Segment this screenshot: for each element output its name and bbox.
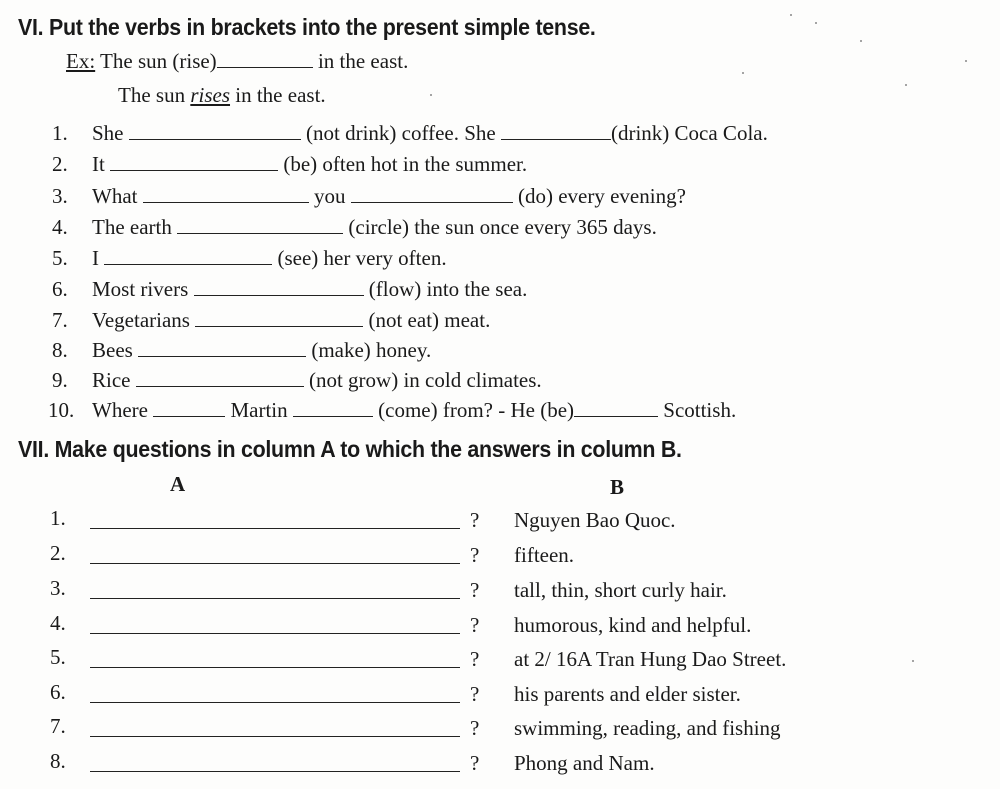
exercise-item [92, 121, 768, 146]
question-blank[interactable] [90, 598, 460, 599]
item-number: 7. [52, 308, 68, 332]
example-answer-line [118, 83, 326, 108]
item-number: 4. [52, 215, 68, 239]
question-blank[interactable] [90, 702, 460, 703]
scan-speck [912, 660, 914, 662]
question-number: 1. [50, 506, 66, 530]
example-answer-start: The sun [118, 83, 186, 107]
example-prompt-start: The sun (rise) [100, 49, 217, 73]
item-text: (flow) into the sea. [368, 277, 528, 301]
question-mark: ? [470, 543, 480, 567]
question-mark: ? [470, 613, 480, 637]
question-blank[interactable] [90, 563, 460, 564]
question-number: 8. [50, 749, 66, 773]
question-blank[interactable] [90, 771, 460, 772]
item-text: The earth [92, 215, 172, 239]
question-mark: ? [470, 578, 480, 602]
answer-b: Nguyen Bao Quoc. [514, 508, 676, 532]
question-blank[interactable] [90, 667, 460, 668]
item-number: 5. [52, 246, 68, 270]
item-text: Most rivers [92, 277, 189, 301]
example-answer-end: in the east. [235, 83, 326, 107]
item-text: (not grow) in cold climates. [308, 368, 542, 392]
answer-blank[interactable] [153, 400, 225, 417]
answer-blank[interactable] [293, 400, 373, 417]
example-line [66, 49, 408, 74]
answer-blank[interactable] [574, 400, 658, 417]
item-text: I [92, 246, 99, 270]
exercise-item [92, 398, 736, 423]
answer-blank[interactable] [177, 217, 343, 234]
example-answer-word: rises [190, 83, 231, 107]
answer-blank[interactable] [104, 248, 272, 265]
scan-speck [905, 84, 907, 86]
example-blank [217, 51, 313, 68]
question-mark: ? [470, 508, 480, 532]
answer-blank[interactable] [138, 340, 306, 357]
item-text: Where [92, 398, 148, 422]
scan-speck [430, 94, 432, 96]
question-number: 3. [50, 576, 66, 600]
example-label: Ex: [66, 49, 96, 73]
item-number: 10. [48, 398, 75, 422]
exercise-item [92, 246, 447, 271]
question-number: 5. [50, 645, 66, 669]
scan-speck [860, 40, 862, 42]
item-text: It [92, 152, 105, 176]
item-text: (do) every evening? [517, 184, 686, 208]
question-mark: ? [470, 647, 480, 671]
answer-b: fifteen. [514, 543, 575, 567]
item-text: She [92, 121, 124, 145]
item-text: (not drink) coffee. She [306, 121, 496, 145]
exercise-item [92, 368, 542, 393]
example-prompt-end: in the east. [317, 49, 409, 73]
item-text: (circle) the sun once every 365 days. [348, 215, 657, 239]
answer-blank[interactable] [129, 123, 301, 140]
item-text: Vegetarians [92, 308, 190, 332]
exercise-item [92, 152, 527, 177]
question-number: 2. [50, 541, 66, 565]
question-mark: ? [470, 751, 480, 775]
exercise-item [92, 308, 490, 333]
question-number: 7. [50, 714, 66, 738]
item-text: (make) honey. [311, 338, 432, 362]
answer-blank[interactable] [136, 370, 304, 387]
scan-speck [790, 14, 792, 16]
item-number: 2. [52, 152, 68, 176]
item-text: Bees [92, 338, 133, 362]
scan-speck [965, 60, 967, 62]
exercise-item [92, 184, 686, 209]
question-blank[interactable] [90, 528, 460, 529]
item-number: 1. [52, 121, 68, 145]
item-text: Rice [92, 368, 131, 392]
answer-blank[interactable] [195, 310, 363, 327]
question-blank[interactable] [90, 633, 460, 634]
item-text: (see) her very often. [277, 246, 447, 270]
item-number: 8. [52, 338, 68, 362]
item-text: (be) often hot in the summer. [283, 152, 528, 176]
answer-blank[interactable] [143, 186, 309, 203]
answer-blank[interactable] [501, 123, 611, 140]
section-7-title: VII. Make questions in column A to which the answers in column B. [18, 436, 682, 462]
answer-blank[interactable] [110, 154, 278, 171]
question-mark: ? [470, 716, 480, 740]
section-6-title: VI. Put the verbs in brackets into the present simple tense. [18, 14, 596, 40]
item-text: you [313, 184, 346, 208]
item-number: 3. [52, 184, 68, 208]
answer-blank[interactable] [194, 279, 364, 296]
column-b-header: B [610, 475, 625, 499]
answer-b: Phong and Nam. [514, 751, 655, 775]
column-a-header: A [170, 472, 186, 496]
item-number: 6. [52, 277, 68, 301]
item-number: 9. [52, 368, 68, 392]
exercise-item [92, 338, 431, 363]
exercise-item [92, 277, 527, 302]
answer-b: at 2/ 16A Tran Hung Dao Street. [514, 647, 787, 671]
answer-b: tall, thin, short curly hair. [514, 578, 727, 602]
question-number: 6. [50, 680, 66, 704]
item-text: (drink) Coca Cola. [610, 121, 768, 145]
item-text: Martin [230, 398, 288, 422]
answer-b: his parents and elder sister. [514, 682, 741, 706]
scan-speck [815, 22, 817, 24]
question-mark: ? [470, 682, 480, 706]
answer-blank[interactable] [351, 186, 513, 203]
item-text: (come) from? - He (be) [378, 398, 575, 422]
item-text: What [92, 184, 138, 208]
item-text: Scottish. [663, 398, 737, 422]
item-text: (not eat) meat. [368, 308, 491, 332]
answer-b: humorous, kind and helpful. [514, 613, 752, 637]
exercise-item [92, 215, 657, 240]
scan-speck [742, 72, 744, 74]
answer-b: swimming, reading, and fishing [514, 716, 781, 740]
question-number: 4. [50, 611, 66, 635]
question-blank[interactable] [90, 736, 460, 737]
